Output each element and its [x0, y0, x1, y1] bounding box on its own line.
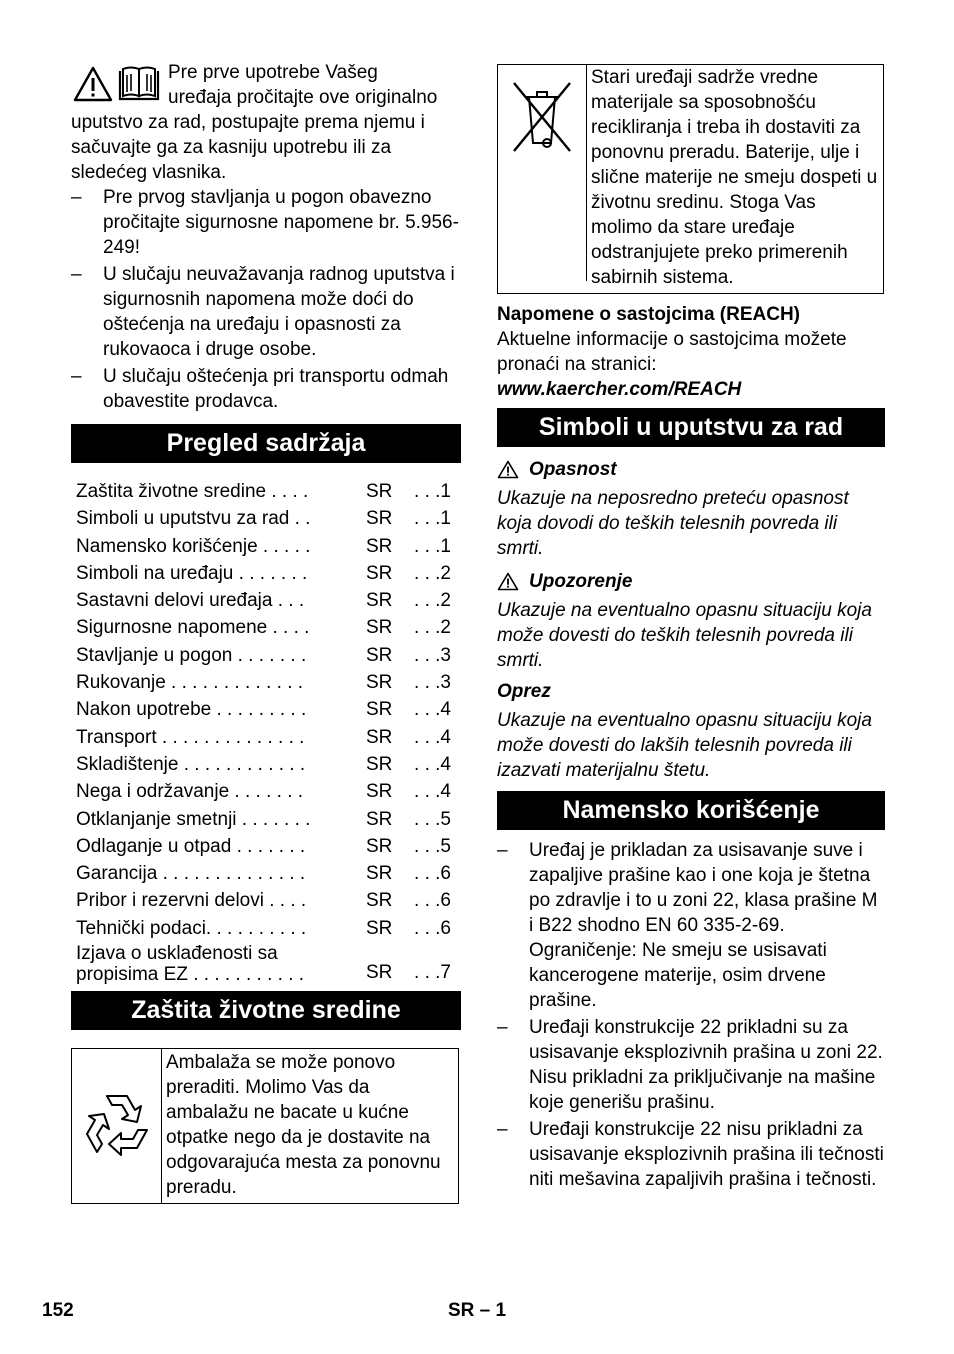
page-label: SR – 1: [448, 1300, 507, 1321]
intended-use-bullet: – Uređaji konstrukcije 22 nisu prikladni za usisavanje eksplozivnih prašina ili tečnosti niti mešavina zapaljivih prašina i tečnosti.: [497, 1119, 884, 1190]
toc-page: . . .4: [414, 699, 451, 721]
recycle-icon-cell: [72, 1049, 162, 1203]
toc-row[interactable]: [71, 615, 461, 642]
toc-title: Otklanjanje smetnji . . . . . . .: [76, 808, 311, 830]
toc-row[interactable]: [71, 861, 461, 888]
toc-lang: SR: [366, 726, 393, 748]
toc-title-line: propisima EZ . . . . . . . . . . .: [76, 964, 305, 986]
recycle-box: [71, 1048, 459, 1204]
toc-lang: SR: [366, 590, 393, 612]
dash-mark: –: [71, 366, 82, 387]
toc-row[interactable]: [71, 670, 461, 697]
toc-lang: SR: [366, 863, 393, 885]
toc-row[interactable]: [71, 479, 461, 506]
dash-mark: –: [497, 840, 508, 861]
symbols-heading: Simboli u uputstvu za rad: [497, 408, 885, 447]
toc-page: . . .1: [414, 508, 451, 530]
toc-title: Zaštita životne sredine . . . .: [76, 481, 309, 502]
page-number: 152: [42, 1300, 74, 1321]
symbol-caution-title: Oprez: [497, 681, 551, 702]
toc-title: Transport . . . . . . . . . . . . . .: [76, 726, 305, 748]
weee-text: Stari uređaji sadrže vredne materijale sa sposobnošću recikliranja i treba ih dostaviti za ponovnu preradu. Baterije, ulje i slične materije ne smeju dospeti u životnu sredinu. Stoga Vas molimo da stare uređaje odstranjujete preko primerenih sabirnih sistema.: [591, 67, 878, 288]
toc-lang: SR: [366, 508, 393, 530]
toc-title: Tehnički podaci. . . . . . . . . .: [76, 917, 307, 939]
toc-row[interactable]: [71, 534, 461, 561]
manual-book-icon: [117, 66, 161, 102]
toc-heading: Pregled sadržaja: [71, 424, 461, 463]
toc-row[interactable]: [71, 888, 461, 915]
toc-page: . . .2: [414, 617, 451, 639]
recycle-icon: [77, 1086, 157, 1166]
toc-page: . . .2: [414, 590, 451, 612]
toc-title: [71, 943, 366, 985]
crossed-bin-icon: [509, 79, 575, 155]
toc-row[interactable]: [71, 916, 461, 943]
toc-page: . . .7: [414, 962, 451, 984]
intended-use-bullet: – Uređaj je prikladan za usisavanje suve i zapaljive prašine kao i one koja je štetna po zdravlje i to u zoni 22, klasa prašine M i B22 shodno EN 60 335-2-69. Ograničenje: Ne smeju se usisavati kancerogene materije, osim drvene prašine.: [497, 840, 878, 1011]
toc-page: . . .6: [414, 917, 451, 939]
toc-title: Simboli u uputstvu za rad . .: [76, 508, 311, 530]
toc-lang: SR: [366, 917, 393, 939]
weee-icon-cell: [498, 65, 587, 281]
weee-box: [497, 64, 884, 294]
toc-title: Simboli na uređaju . . . . . . .: [76, 562, 308, 584]
toc-title: Namensko korišćenje . . . . .: [76, 535, 311, 557]
intro-line-2: uređaja pročitajte ove originalno: [168, 87, 438, 108]
toc-row[interactable]: [71, 943, 461, 985]
symbol-danger-text: Ukazuje na neposredno preteću opasnost koja dovodi do teških telesnih povreda ili smrti.: [497, 488, 849, 559]
toc-lang: SR: [366, 962, 393, 984]
warning-triangle-icon: [73, 66, 113, 102]
toc-title: Stavljanje u pogon . . . . . . .: [76, 644, 307, 666]
right-column: [497, 64, 885, 1192]
intro-bullet: – Pre prvog stavljanja u pogon obavezno pročitajte sigurnosne napomene br. 5.956-249!: [71, 187, 459, 258]
toc-page: . . .4: [414, 753, 451, 775]
toc-row[interactable]: [71, 752, 461, 779]
reach-text: Aktuelne informacije o sastojcima možete pronaći na stranici:: [497, 329, 847, 375]
toc-title: Nakon upotrebe . . . . . . . . .: [76, 699, 307, 721]
toc-title: Garancija . . . . . . . . . . . . . .: [76, 863, 306, 885]
intro-bullet: – U slučaju oštećenja pri transportu odmah obavestite prodavca.: [71, 366, 449, 412]
toc-row[interactable]: [71, 834, 461, 861]
toc-page: . . .5: [414, 808, 451, 830]
reach-heading: Napomene o sastojcima (REACH): [497, 304, 801, 325]
toc-title: Odlaganje u otpad . . . . . . .: [76, 835, 306, 857]
toc-lang: SR: [366, 753, 393, 775]
toc-lang: SR: [366, 781, 393, 803]
intro-line-1: Pre prve upotrebe Vašeg: [168, 62, 378, 83]
intro-text: uputstvo za rad, postupajte prema njemu i sačuvajte ga za kasniju upotrebu ili za sledećeg vlasnika.: [71, 112, 425, 183]
toc-lang: SR: [366, 808, 393, 830]
toc-row[interactable]: [71, 697, 461, 724]
dash-mark: –: [497, 1119, 508, 1140]
toc-lang: SR: [366, 835, 393, 857]
toc-lang: SR: [366, 535, 393, 557]
intended-use-heading: Namensko korišćenje: [497, 791, 885, 830]
symbol-caution-text: Ukazuje na eventualno opasnu situaciju koja može dovesti do lakših telesnih povreda ili izazvati materijalnu štetu.: [497, 710, 872, 781]
toc-lang: SR: [366, 672, 393, 694]
toc-title: Skladištenje . . . . . . . . . . . .: [76, 753, 306, 775]
toc-page: . . .6: [414, 890, 451, 912]
toc-row[interactable]: [71, 779, 461, 806]
toc-title: Sastavni delovi uređaja . . .: [76, 590, 305, 612]
toc-title: Pribor i rezervni delovi . . . .: [76, 890, 307, 912]
intro-section: [71, 60, 461, 414]
dash-mark: –: [71, 187, 82, 208]
symbol-warning-title: Upozorenje: [497, 569, 885, 594]
toc-lang: SR: [366, 562, 393, 584]
recycle-text: Ambalaža se može ponovo preraditi. Molimo Vas da ambalažu ne bacate u kućne otpatke nego da je dostavite na odgovarajuća mesta za ponovnu preradu.: [166, 1052, 441, 1199]
toc-row[interactable]: [71, 506, 461, 533]
reach-link[interactable]: www.kaercher.com/REACH: [497, 379, 742, 400]
warning-triangle-icon: [497, 572, 519, 591]
toc-page: . . .3: [414, 672, 451, 694]
toc-row[interactable]: [71, 807, 461, 834]
toc-page: . . .3: [414, 644, 451, 666]
symbol-danger-title: Opasnost: [497, 457, 885, 482]
toc-row[interactable]: [71, 725, 461, 752]
intro-icons: [73, 66, 161, 104]
toc-table: [71, 479, 461, 985]
toc-lang: SR: [366, 644, 393, 666]
toc-page: . . .6: [414, 863, 451, 885]
toc-title: Rukovanje . . . . . . . . . . . . .: [76, 672, 304, 694]
toc-page: . . .4: [414, 726, 451, 748]
toc-title: Sigurnosne napomene . . . .: [76, 617, 310, 639]
toc-page: . . .1: [414, 535, 451, 557]
intended-use-bullet: – Uređaji konstrukcije 22 prikladni su za usisavanje eksplozivnih prašina u zoni 22. Nisu prikladni za priključivanje na mašine koje generišu prašinu.: [497, 1017, 883, 1113]
dash-mark: –: [71, 264, 82, 285]
toc-page: . . .4: [414, 781, 451, 803]
warning-triangle-icon: [497, 460, 519, 479]
toc-lang: SR: [366, 481, 393, 502]
toc-lang: SR: [366, 890, 393, 912]
toc-row[interactable]: [71, 588, 461, 615]
toc-row[interactable]: [71, 561, 461, 588]
toc-page: . . .5: [414, 835, 451, 857]
toc-title: Nega i održavanje . . . . . . .: [76, 781, 304, 803]
toc-page: . . .1: [414, 481, 451, 502]
environment-heading: Zaštita životne sredine: [71, 991, 461, 1030]
dash-mark: –: [497, 1017, 508, 1038]
toc-lang: SR: [366, 617, 393, 639]
symbol-warning-text: Ukazuje na eventualno opasnu situaciju koja može dovesti do teških telesnih povreda ili smrti.: [497, 600, 872, 671]
toc-row[interactable]: [71, 643, 461, 670]
toc-page: . . .2: [414, 562, 451, 584]
toc-title-line: Izjava o usklađenosti sa: [76, 943, 278, 965]
intro-bullet: – U slučaju neuvažavanja radnog uputstva i sigurnosnih napomena može doći do oštećenja na uređaju i opasnosti za rukovaoca i druge osobe.: [71, 264, 455, 360]
toc-lang: SR: [366, 699, 393, 721]
left-column: [71, 60, 461, 1204]
